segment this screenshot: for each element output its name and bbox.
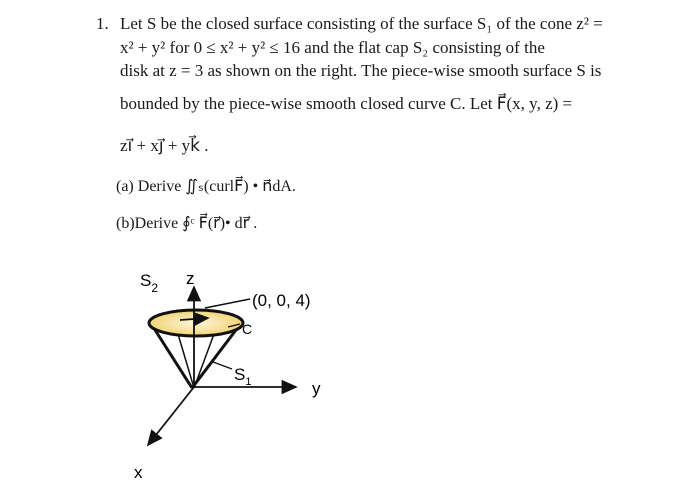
problem-line-4: bounded by the piece-wise smooth closed curve C. Let F⃗(x, y, z) =: [120, 94, 573, 113]
label-y: y: [312, 379, 321, 398]
label-point: (0, 0, 4): [252, 291, 311, 310]
cap-disk: [149, 310, 243, 336]
problem-line-5: zi⃗ + xj⃗ + yk⃗ .: [120, 136, 209, 155]
x-axis: [148, 387, 194, 445]
problem-line-2: x² + y² for 0 ≤ x² + y² ≤ 16 and the flat cap S₂ consisting of the: [120, 38, 545, 57]
problem-line-3: disk at z = 3 as shown on the right. The piece-wise smooth surface S is: [120, 61, 602, 80]
problem-number: 1.: [96, 14, 109, 33]
part-a: (a) Derive ∬ₛ(curlF⃗) • n⃗dA.: [116, 178, 296, 195]
label-c: C: [242, 321, 253, 337]
part-b: (b)Derive ∮ᶜ F⃗(r⃗)• dr⃗ .: [116, 215, 258, 232]
s1-leader-line: [213, 362, 232, 369]
label-z: z: [186, 269, 195, 288]
point-leader-line: [205, 299, 250, 308]
label-s1: $S_1$: [234, 365, 252, 388]
label-s2: $S_2$: [140, 271, 159, 295]
label-x: x: [134, 463, 143, 482]
problem-line-1: Let S be the closed surface consisting of the surface S₁ of the cone z² =: [120, 14, 603, 33]
cone-figure: [110, 262, 370, 500]
